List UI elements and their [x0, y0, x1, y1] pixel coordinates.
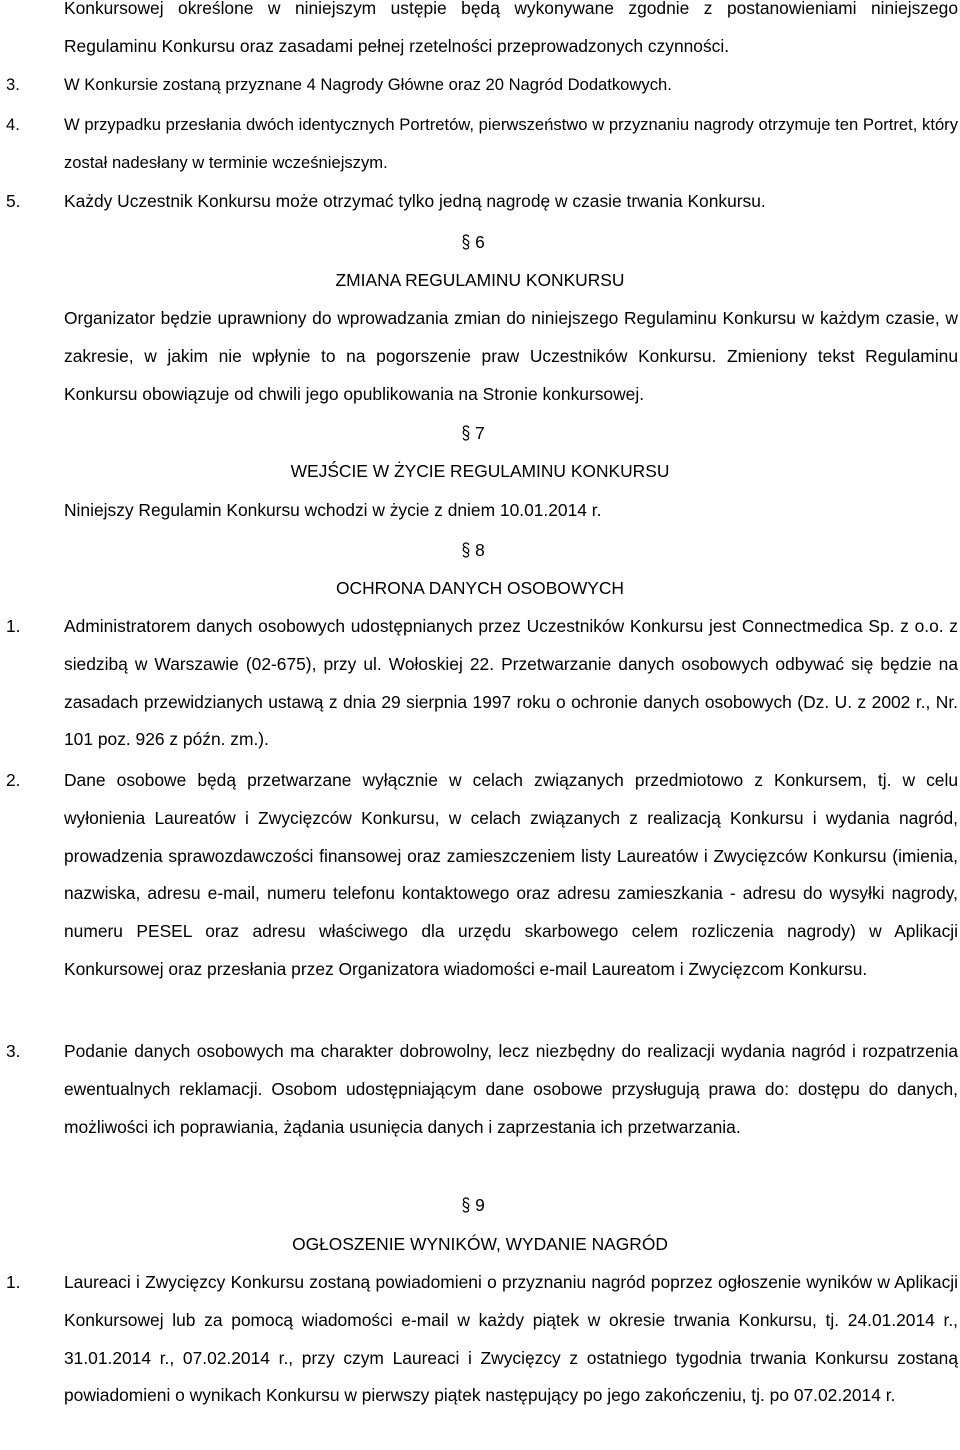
section-9-item-1 [0, 1264, 960, 1415]
section-9-heading [0, 1187, 960, 1225]
list-number: 3. [6, 75, 20, 94]
section-7-title [0, 453, 960, 491]
section-9-title [0, 1226, 960, 1264]
list-item-text: Podanie danych osobowych ma charakter dobrowolny, lecz niezbędny do realizacji wydania nagród i rozpatrzenia ewentualnych reklamacji. Osobom udostępniającym dane osobowe przysługują prawa do: dostępu do danych, możliwości ich poprawiania, żądania usunięcia danych i zaprzestania ich przetwarzania. [64, 1041, 958, 1137]
section-number: 7 [475, 423, 485, 443]
section-6-paragraph [0, 300, 960, 413]
list-number: 5. [6, 191, 21, 211]
section-sign-icon [461, 425, 471, 441]
list-item-text: Każdy Uczestnik Konkursu może otrzymać tylko jedną nagrodę w czasie trwania Konkursu. [64, 191, 766, 211]
section-6-title [0, 262, 960, 300]
list-item-text: Administratorem danych osobowych udostępnianych przez Uczestników Konkursu jest Connectmedica Sp. z o.o. z siedzibą w Warszawie (02-675), przy ul. Wołoskiej 22. Przetwarzanie danych osobowych odbywać się będzie na zasadach przewidzianych ustawą z dnia 29 sierpnia 1997 roku o ochronie danych osobowych (Dz. U. z 2002 r., Nr. 101 poz. 926 z późn. zm.). [64, 616, 958, 750]
section-7-heading [0, 415, 960, 453]
section-8-item-3 [0, 1033, 960, 1146]
section-sign-icon [461, 542, 471, 558]
section-8-title [0, 570, 960, 608]
intro-text: Konkursowej określone w niniejszym ustępie będą wykonywane zgodnie z postanowieniami niniejszego Regulaminu Konkursu oraz zasadami pełnej rzetelności przeprowadzonych czynności. [64, 0, 958, 56]
list-item-3 [0, 66, 960, 104]
section-title: WEJŚCIE W ŻYCIE REGULAMINU KONKURSU [290, 461, 670, 481]
section-sign-icon [461, 234, 471, 250]
section-number: 6 [475, 232, 485, 252]
list-item-5 [0, 183, 960, 221]
section-title: ZMIANA REGULAMINU KONKURSU [335, 270, 625, 290]
section-number: 9 [475, 1195, 485, 1215]
list-item-4 [0, 106, 960, 182]
section-title: OGŁOSZENIE WYNIKÓW, WYDANIE NAGRÓD [292, 1234, 668, 1254]
list-item-text: W przypadku przesłania dwóch identycznych Portretów, pierwszeństwo w przyznaniu nagrody otrzymuje ten Portret, który został nadesłany w terminie wcześniejszym. [64, 115, 958, 172]
list-number: 4. [6, 115, 20, 134]
section-8-item-2 [0, 762, 960, 989]
paragraph-text: Niniejszy Regulamin Konkursu wchodzi w życie z dniem 10.01.2014 r. [64, 500, 602, 520]
paragraph-text: Organizator będzie uprawniony do wprowadzania zmian do niniejszego Regulaminu Konkursu w każdym czasie, w zakresie, w jakim nie wpłynie to na pogorszenie praw Uczestników Konkursu. Zmieniony tekst Regulaminu Konkursu obowiązuje od chwili jego opublikowania na Stronie konkursowej. [64, 308, 958, 404]
section-sign-icon [461, 1197, 471, 1213]
section-title: OCHRONA DANYCH OSOBOWYCH [336, 578, 624, 598]
section-6-heading [0, 224, 960, 262]
intro-paragraph [0, 0, 960, 66]
list-item-text: Laureaci i Zwycięzcy Konkursu zostaną powiadomieni o przyznaniu nagród poprzez ogłoszenie wyników w Aplikacji Konkursowej lub za pomocą wiadomości e-mail w każdy piątek w okresie trwania Konkursu, tj. 24.01.2014 r., 31.01.2014 r., 07.02.2014 r., przy czym Laureaci i Zwycięzcy z ostatniego tygodnia trwania Konkursu zostaną powiadomieni o wynikach Konkursu w pierwszy piątek następujący po jego zakończeniu, tj. po 07.02.2014 r. [64, 1272, 958, 1406]
list-number: 3. [6, 1041, 21, 1061]
section-7-paragraph [0, 492, 960, 530]
list-item-text: Dane osobowe będą przetwarzane wyłącznie w celach związanych przedmiotowo z Konkursem, tj. w celu wyłonienia Laureatów i Zwycięzców Konkursu, w celach związanych z realizacją Konkursu i wydania nagród, prowadzenia sprawozdawczości finansowej oraz zamieszczeniem listy Laureatów i Zwycięzców Konkursu (imienia, nazwiska, adresu e-mail, numeru telefonu kontaktowego oraz adresu zamieszkania - adresu do wysyłki nagrody, numeru PESEL oraz adresu właściwego dla urzędu skarbowego celem rozliczenia nagrody) w Aplikacji Konkursowej oraz przesłania przez Organizatora wiadomości e-mail Laureatom i Zwycięzcom Konkursu. [64, 770, 958, 979]
section-8-heading [0, 532, 960, 570]
section-8-item-1 [0, 608, 960, 759]
list-number: 1. [6, 1272, 21, 1292]
list-number: 2. [6, 770, 21, 790]
list-number: 1. [6, 616, 21, 636]
section-number: 8 [475, 540, 485, 560]
list-item-text: W Konkursie zostaną przyznane 4 Nagrody Główne oraz 20 Nagród Dodatkowych. [64, 75, 672, 94]
